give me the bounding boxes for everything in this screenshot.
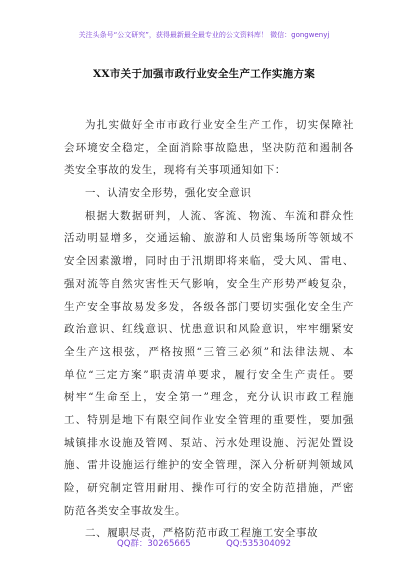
- section-heading: 二、履职尽责，严格防范市政工程施工安全事故: [85, 527, 319, 540]
- footer-qq-group: QQ群：30265665: [117, 539, 191, 549]
- paragraph-line: 城镇排水设施及管网、泵站、污水处理设施、污泥处置设: [64, 436, 354, 449]
- paragraph-line: 险，研究制定管用耐用、操作可行的安全防范措施，严密: [64, 482, 354, 494]
- paragraph-line: 安全因素激增，同时由于汛期即将来临，受大风、雷电、: [64, 255, 354, 268]
- footer-qq: QQ:535304092: [226, 539, 291, 549]
- document-title: XX市关于加强市政行业安全生产工作实施方案: [92, 68, 316, 80]
- paragraph-line: 政治意识、红线意识、忧患意识和风险意识，牢牢绷紧安: [64, 323, 354, 336]
- paragraph-line: 类安全事故的发生，现将有关事项通知如下：: [64, 164, 286, 177]
- paragraph-line: 树牢“生命至上，安全第一”理念，充分认识市政工程施: [64, 391, 354, 404]
- paragraph-line: 强对流等自然灾害性天气影响，安全生产形势严峻复杂，: [64, 277, 354, 290]
- paragraph-line: 会环境安全稳定，全面消除事故隐患，坚决防范和遏制各: [64, 141, 354, 154]
- document-body: [64, 114, 354, 545]
- section-heading: 一、认清安全形势，强化安全意识: [85, 187, 252, 200]
- paragraph-line: 全生产这根弦，严格按照“三管三必须”和法律法规、本: [64, 345, 354, 358]
- paragraph-line: 施、雷井设施运行维护的安全管理，深入分析研判领域风: [64, 459, 354, 472]
- paragraph-line: 生产安全事故易发多发，各级各部门要切实强化安全生产: [64, 300, 354, 313]
- paragraph-line: 工、特别是地下有限空间作业安全管理的重要性，要加强: [64, 413, 354, 426]
- paragraph-line: 根据大数据研判，人流、客流、物流、车流和群众性: [85, 209, 354, 222]
- header-banner: 关注头条号“公文研究”，获得最新最全最专业的公文资料库！ 微信：gongwenyj: [78, 31, 330, 39]
- paragraph-line: 防范各类安全事故发生。: [64, 504, 187, 517]
- paragraph-line: 单位“三定方案”职责清单要求，履行安全生产责任。要: [64, 368, 354, 381]
- footer-contact: [0, 537, 408, 549]
- paragraph-line: 活动明显增多，交通运输、旅游和人员密集场所等领域不: [64, 232, 354, 245]
- paragraph-line: 为扎实做好全市市政行业安全生产工作，切实保障社: [85, 119, 354, 131]
